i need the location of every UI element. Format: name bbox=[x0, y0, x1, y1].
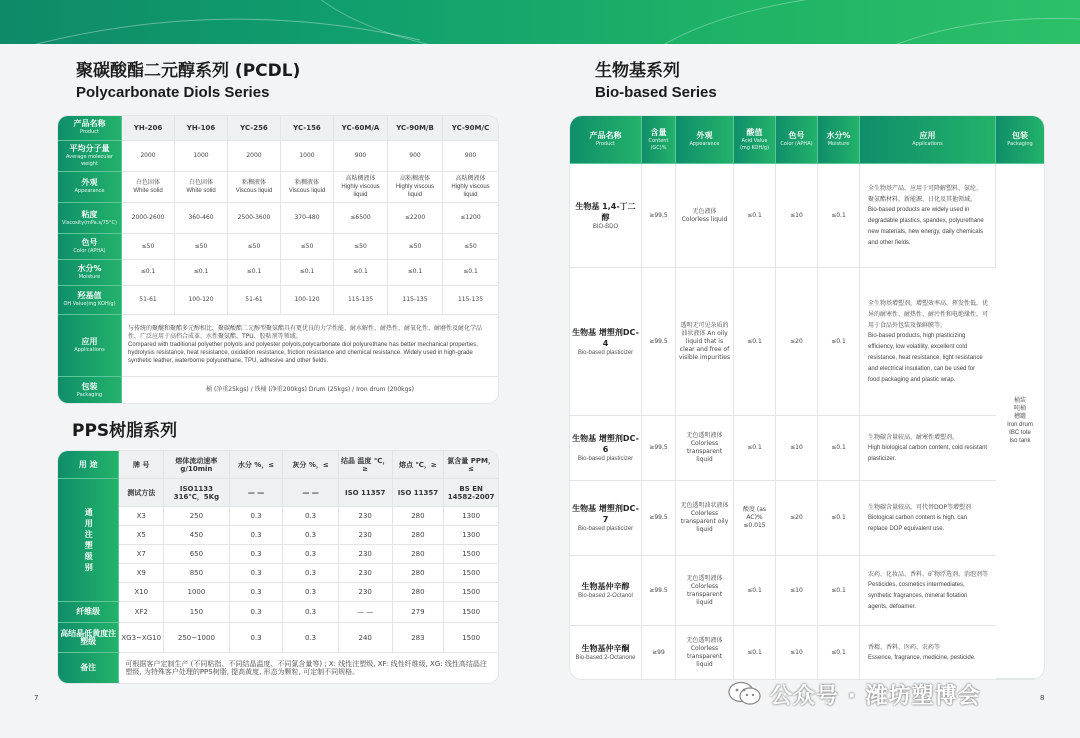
pps-note-text: 可根据客户定制生产 (不同粘指、不同结晶温度、不同氯含量等) ; X: 线性注塑级, XF: 线性纤维级, XG: 线性高结晶注塑级, 为特殊客户处理的PPS树脂, 提高黄度, 形态为颗粒, 可定制不同规格。 bbox=[125, 660, 487, 676]
bio-row bbox=[570, 268, 1044, 416]
pps-grade: XG3~XG10 bbox=[119, 623, 164, 653]
pcdl-row-label: 包装 Packaging bbox=[58, 377, 122, 403]
pcdl-cell: 1000 bbox=[175, 141, 228, 172]
pps-cell: 1500 bbox=[444, 602, 498, 623]
pcdl-row-label: 应用 Applications bbox=[58, 315, 122, 377]
pcdl-cell: 51-61 bbox=[228, 286, 281, 315]
pcdl-product-name: YC-256 bbox=[228, 116, 281, 141]
pcdl-cell: ≤50 bbox=[228, 234, 281, 260]
bio-moisture: ≤0.1 bbox=[818, 481, 860, 556]
watermark bbox=[728, 676, 1058, 712]
bio-product-name: 生物基 增塑剂DC-7 Bio-based plasticizer bbox=[570, 481, 642, 556]
bio-acid: ≤0.1 bbox=[734, 164, 776, 268]
bio-acid: 酸度 (as AC)% ≤0.015 bbox=[734, 481, 776, 556]
bio-applications: 生物碳含量较高，耐寒性增塑剂。 High biological carbon content, cold resistant plasticizer. bbox=[860, 416, 996, 481]
pps-header-cell: 牌 号 bbox=[119, 451, 164, 479]
pcdl-row-label: 外观 Appearance bbox=[58, 172, 122, 203]
pps-cell: 0.3 bbox=[230, 623, 284, 653]
pps-cell: 1300 bbox=[444, 526, 498, 545]
pps-cell: 280 bbox=[393, 564, 445, 583]
pps-grade: X9 bbox=[119, 564, 164, 583]
pps-cell: — — bbox=[339, 602, 393, 623]
pcdl-cell: 粘稠液体 Viscous liquid bbox=[281, 172, 334, 203]
pps-cell: 230 bbox=[339, 564, 393, 583]
pps-cell: 850 bbox=[164, 564, 230, 583]
pcdl-cell: ≤6500 bbox=[334, 203, 388, 234]
bio-moisture: ≤0.1 bbox=[818, 164, 860, 268]
bio-row bbox=[570, 481, 1044, 556]
pps-cell: 250 bbox=[164, 507, 230, 526]
pps-cell: 0.3 bbox=[230, 526, 284, 545]
pcdl-cell: ≤0.1 bbox=[388, 260, 443, 286]
pps-test-method-row bbox=[58, 479, 498, 507]
pps-cell: 1500 bbox=[444, 545, 498, 564]
pcdl-product-name: YC-90M/C bbox=[443, 116, 498, 141]
pps-header-cell: 灰分 %，≤ bbox=[283, 451, 339, 479]
pcdl-cell: 900 bbox=[334, 141, 388, 172]
bio-header-cell: 含量 Content (GC)% bbox=[642, 116, 676, 164]
pcdl-cell: ≤50 bbox=[122, 234, 175, 260]
pps-cell: 280 bbox=[393, 583, 445, 602]
pps-cell: 240 bbox=[339, 623, 393, 653]
bio-appearance: 无色透明液体 Colorless transparent liquid bbox=[676, 556, 734, 626]
pps-cell: 0.3 bbox=[230, 507, 284, 526]
pps-cell: 1300 bbox=[444, 507, 498, 526]
bio-acid: ≤0.1 bbox=[734, 626, 776, 679]
pps-row bbox=[58, 545, 498, 564]
pps-cell: 0.3 bbox=[230, 545, 284, 564]
pps-cell: 0.3 bbox=[230, 583, 284, 602]
pcdl-cell: ≤0.1 bbox=[443, 260, 498, 286]
pcdl-cell: ≤50 bbox=[175, 234, 228, 260]
bio-header-cell: 应用 Applications bbox=[860, 116, 996, 164]
pcdl-cell: 2500-3600 bbox=[228, 203, 281, 234]
pcdl-row-packaging bbox=[58, 377, 498, 403]
bio-table bbox=[570, 116, 1044, 679]
pps-grade: X5 bbox=[119, 526, 164, 545]
page-number-right: 8 bbox=[1040, 694, 1045, 702]
wechat-icon bbox=[728, 681, 762, 707]
pcdl-row-oh bbox=[58, 286, 498, 315]
pps-cell: ISO 11357 bbox=[339, 479, 393, 507]
pps-row bbox=[58, 564, 498, 583]
pps-cell: 1500 bbox=[444, 583, 498, 602]
bio-packaging: 桶装 吨桶 槽罐 Iron drum IBC tote Iso tank bbox=[996, 164, 1044, 679]
pcdl-cell: 360-460 bbox=[175, 203, 228, 234]
pcdl-cell: 900 bbox=[443, 141, 498, 172]
pcdl-cell: ≤0.1 bbox=[175, 260, 228, 286]
pcdl-cell: 粘稠液体 Viscous liquid bbox=[228, 172, 281, 203]
pps-header-cell: 熔点 ℃，≥ bbox=[393, 451, 445, 479]
pps-cell: — — bbox=[283, 479, 339, 507]
pcdl-cell: ≤50 bbox=[334, 234, 388, 260]
pps-fiber-row bbox=[58, 602, 498, 623]
bio-content: ≥99.5 bbox=[642, 164, 676, 268]
bio-applications: 农药、化妆品、香料、矿物浮选剂、消泡剂等 Pesticides, cosmetics intermediates, synthetic fragrances, mineral flotation agents, defoamer. bbox=[860, 556, 996, 626]
pps-cell: 230 bbox=[339, 583, 393, 602]
pcdl-cell: ≤0.1 bbox=[281, 260, 334, 286]
bio-appearance: 无色透明液体 Colorless transparent liquid bbox=[676, 626, 734, 679]
pps-cell: 1500 bbox=[444, 623, 498, 653]
pps-cell: 0.3 bbox=[283, 623, 339, 653]
pcdl-row-label: 色号 Color (APHA) bbox=[58, 234, 122, 260]
bio-applications: 香精、香料、医药、农药等 Essence, fragrance, medicine, pesticide. bbox=[868, 643, 976, 661]
bio-title-cn: 生物基系列 bbox=[595, 61, 680, 81]
pcdl-cell: ≤50 bbox=[443, 234, 498, 260]
bio-color: ≤10 bbox=[776, 416, 818, 481]
pps-grade: X7 bbox=[119, 545, 164, 564]
bio-appearance: 无色液体 Colorless liquid bbox=[676, 164, 734, 268]
bio-applications: 全生物基增塑剂，增塑效率高，挥发性低，优异的耐寒性、耐热性、耐污性和电绝缘性，可用于食品外包装及保鲜膜等。 Bio-based products, high plasticizing efficiency, low volatility, excellent cold resistance, heat resistance, light resistance and electrical insulation, can be used for food packaging and plastic wrap. bbox=[860, 268, 996, 416]
bio-content: ≥99.5 bbox=[642, 416, 676, 481]
pcdl-cell: 高粘稠液体 Highly viscous liquid bbox=[443, 172, 498, 203]
pcdl-product-name: YH-206 bbox=[122, 116, 175, 141]
pps-grade: XF2 bbox=[119, 602, 164, 623]
pps-section-title bbox=[72, 420, 177, 442]
bio-color: ≤10 bbox=[776, 164, 818, 268]
pps-cell: 230 bbox=[339, 526, 393, 545]
pcdl-cell: 900 bbox=[388, 141, 443, 172]
pps-cell: 230 bbox=[339, 545, 393, 564]
bio-section-title bbox=[595, 60, 717, 104]
bio-acid: ≤0.1 bbox=[734, 416, 776, 481]
pcdl-table bbox=[58, 116, 498, 403]
pps-cell: 0.3 bbox=[283, 564, 339, 583]
pcdl-cell: 115-135 bbox=[334, 286, 388, 315]
pps-row bbox=[58, 583, 498, 602]
pps-cell: 0.3 bbox=[230, 602, 284, 623]
top-banner bbox=[0, 0, 1080, 44]
pps-header-cell: 结晶 温度 ℃，≥ bbox=[339, 451, 393, 479]
pcdl-cell: 高粘稠液体 Highly viscous liquid bbox=[334, 172, 388, 203]
bio-content: ≥99.5 bbox=[642, 481, 676, 556]
pps-cell: 280 bbox=[393, 526, 445, 545]
pps-title: PPS树脂系列 bbox=[72, 421, 178, 441]
pps-header-cell: 氯含量 PPM，≤ bbox=[444, 451, 498, 479]
bio-moisture: ≤0.1 bbox=[818, 556, 860, 626]
bio-row bbox=[570, 626, 1044, 679]
bio-applications: 全生物基产品，应用于可降解塑料、氨纶、聚氨酯材料、新能源、日化及其他领域。 Bio-based products are widely used in degradable plastics, spandex, polyurethane new materials, new energy, daily chemicals and other fields. bbox=[860, 164, 996, 268]
pps-group-label: 通用注塑级别 bbox=[58, 479, 119, 602]
pps-header-cell: 熔体流动速率 g/10min bbox=[164, 451, 230, 479]
bio-title-en: Bio-based Series bbox=[595, 84, 717, 101]
bio-moisture: ≤0.1 bbox=[818, 416, 860, 481]
bio-header-cell: 包装 Packaging bbox=[996, 116, 1044, 164]
pps-cell: 279 bbox=[393, 602, 445, 623]
bio-row bbox=[570, 164, 1044, 268]
bio-header-cell: 色号 Color (APHA) bbox=[776, 116, 818, 164]
pps-cell: 650 bbox=[164, 545, 230, 564]
pcdl-row-viscosity bbox=[58, 203, 498, 234]
bio-header-cell: 酸值 Acid Value (mg KOH/g) bbox=[734, 116, 776, 164]
pps-grade: X10 bbox=[119, 583, 164, 602]
pcdl-cell: 370-480 bbox=[281, 203, 334, 234]
pcdl-cell: 115-135 bbox=[443, 286, 498, 315]
pps-header-cell: 用 途 bbox=[58, 451, 119, 479]
pps-note-row bbox=[58, 653, 498, 683]
pps-header-cell: 水分 %，≤ bbox=[230, 451, 284, 479]
bio-header-cell: 产品名称 Product bbox=[570, 116, 642, 164]
pcdl-cell: 白色固体 White solid bbox=[175, 172, 228, 203]
pps-cell: 280 bbox=[393, 545, 445, 564]
pcdl-product-name: YH-106 bbox=[175, 116, 228, 141]
bio-product-name: 生物基 增塑剂DC-6 Bio-based plasticizer bbox=[570, 416, 642, 481]
bio-row bbox=[570, 556, 1044, 626]
bio-moisture: ≤0.1 bbox=[818, 626, 860, 679]
bio-header-row bbox=[570, 116, 1044, 164]
pcdl-cell: 高粘稠液体 Highly viscous liquid bbox=[388, 172, 443, 203]
pcdl-cell: ≤2200 bbox=[388, 203, 443, 234]
bio-acid: ≤0.1 bbox=[734, 556, 776, 626]
pcdl-cell: 100-120 bbox=[281, 286, 334, 315]
bio-color: ≤20 bbox=[776, 268, 818, 416]
pcdl-applications-text: 与传统的聚醚和聚酯多元醇相比，聚碳酸酯二元醇型聚氨酯具有更优良的力学性能、耐水解性、耐热性、耐氧化性、耐磨性及耐化学品性，广泛应用于高档合成革、水性聚氨酯、TPU、胶粘剂等领域。 Compared with traditional polyether polyols and polyester polyols,polycarbonate diol polyurethane has better mechanical properties, hydrolysis resistance, heat resistance, oxidation resistance, friction resistance and chemical resistance. Widely used in high-grade synthetic leather, waterborne polyurethane, TPU, adhesive and other fields. bbox=[122, 315, 498, 377]
pcdl-row-appearance bbox=[58, 172, 498, 203]
pps-cell: ISO 11357 bbox=[393, 479, 445, 507]
pcdl-cell: 2000 bbox=[122, 141, 175, 172]
bio-appearance: 透明无可见杂质的油状液体 An oily liquid that is clear and free of visible impurities bbox=[676, 268, 734, 416]
pps-header-row bbox=[58, 451, 498, 479]
bio-appearance: 无色透明液体 Colorless transparent liquid bbox=[676, 416, 734, 481]
bio-moisture: ≤0.1 bbox=[818, 268, 860, 416]
pcdl-product-name: YC-60M/A bbox=[334, 116, 388, 141]
bio-row bbox=[570, 416, 1044, 481]
pcdl-cell: 白色固体 White solid bbox=[122, 172, 175, 203]
pcdl-row-label: 羟基值 OH Value(mg KOH/g) bbox=[58, 286, 122, 315]
bio-product-name: 生物基仲辛醇 Bio-based 2-Octanol bbox=[570, 556, 642, 626]
pps-cell: 0.3 bbox=[283, 583, 339, 602]
bio-content: ≥99 bbox=[642, 626, 676, 679]
pps-fiber-label: 纤维级 bbox=[58, 602, 119, 623]
pcdl-section-title bbox=[76, 60, 300, 104]
pps-table bbox=[58, 451, 498, 683]
pps-cell: 283 bbox=[393, 623, 445, 653]
bio-content: ≥99.5 bbox=[642, 268, 676, 416]
pcdl-title-cn: 聚碳酸酯二元醇系列 (PCDL) bbox=[76, 61, 301, 81]
pcdl-cell: ≤0.1 bbox=[228, 260, 281, 286]
bio-product-name: 生物基仲辛酮 Bio-based 2-Octanone bbox=[570, 626, 642, 679]
pps-cell: 250~1000 bbox=[164, 623, 230, 653]
bio-content: ≥99.5 bbox=[642, 556, 676, 626]
pps-cell: 0.3 bbox=[283, 602, 339, 623]
pps-cell: 1000 bbox=[164, 583, 230, 602]
pcdl-product-name: YC-90M/B bbox=[388, 116, 443, 141]
pps-high-label: 高结晶低黄度注塑级 bbox=[58, 623, 119, 653]
pcdl-header-row bbox=[58, 116, 498, 141]
pps-grade: X3 bbox=[119, 507, 164, 526]
pcdl-cell: 100-120 bbox=[175, 286, 228, 315]
pcdl-title-en: Polycarbonate Diols Series bbox=[76, 84, 270, 101]
pcdl-cell: ≤50 bbox=[281, 234, 334, 260]
pcdl-row-color bbox=[58, 234, 498, 260]
pcdl-cell: 1000 bbox=[281, 141, 334, 172]
page-number-left: 7 bbox=[34, 694, 39, 702]
pps-note-label: 备注 bbox=[58, 653, 119, 683]
bio-appearance: 无色透明油状液体 Colorless transparent oily liquid bbox=[676, 481, 734, 556]
pps-row bbox=[58, 526, 498, 545]
pcdl-cell: ≤50 bbox=[388, 234, 443, 260]
pps-cell: ISO1133 316℃，5Kg bbox=[164, 479, 230, 507]
bio-color: ≤10 bbox=[776, 626, 818, 679]
pcdl-row-moisture bbox=[58, 260, 498, 286]
pps-cell: BS EN 14582-2007 bbox=[444, 479, 498, 507]
pcdl-cell: ≤0.1 bbox=[122, 260, 175, 286]
pcdl-header-product: 产品名称 Product bbox=[58, 116, 122, 141]
pps-cell: 0.3 bbox=[283, 545, 339, 564]
pps-cell: 150 bbox=[164, 602, 230, 623]
pps-cell: 230 bbox=[339, 507, 393, 526]
pps-cell: — — bbox=[230, 479, 284, 507]
bio-product-name: 生物基 1,4-丁二醇 BIO-BDO bbox=[570, 164, 642, 268]
pps-cell: 0.3 bbox=[283, 507, 339, 526]
pcdl-row-label: 水分% Moisture bbox=[58, 260, 122, 286]
watermark-text: 公众号 · 潍坊塑博会 bbox=[770, 683, 981, 709]
pps-cell: 280 bbox=[393, 507, 445, 526]
bio-product-name: 生物基 增塑剂DC-4 Bio-based plasticizer bbox=[570, 268, 642, 416]
pps-high-row bbox=[58, 623, 498, 653]
pcdl-packaging-text: 桶 (净重25kgs) / 铁桶 (净重200kgs) Drum (25kgs) / Iron drum (200kgs) bbox=[206, 386, 414, 394]
pcdl-row-label: 粘度 Viscosity(mPa.s/75°C) bbox=[58, 203, 122, 234]
bio-header-cell: 外观 Appearance bbox=[676, 116, 734, 164]
pcdl-cell: ≤1200 bbox=[443, 203, 498, 234]
pcdl-cell: 2000 bbox=[228, 141, 281, 172]
pcdl-cell: ≤0.1 bbox=[334, 260, 388, 286]
pps-cell: 0.3 bbox=[283, 526, 339, 545]
pcdl-row-mw bbox=[58, 141, 498, 172]
pcdl-cell: 2000-2600 bbox=[122, 203, 175, 234]
pps-cell: 0.3 bbox=[230, 564, 284, 583]
pps-row bbox=[58, 507, 498, 526]
pps-cell: 1500 bbox=[444, 564, 498, 583]
pcdl-row-applications bbox=[58, 315, 498, 377]
bio-header-cell: 水分% Moisture bbox=[818, 116, 860, 164]
bio-acid: ≤0.1 bbox=[734, 268, 776, 416]
bio-color: ≤10 bbox=[776, 556, 818, 626]
bio-applications: 生物碳含量较高，可代替DOP等增塑剂 Biological carbon content is high, can replace DOP equivalent use. bbox=[860, 481, 996, 556]
pcdl-row-label: 平均分子量 Average molecular weight bbox=[58, 141, 122, 172]
pcdl-cell: 115-135 bbox=[388, 286, 443, 315]
bio-color: ≤20 bbox=[776, 481, 818, 556]
pcdl-cell: 51-61 bbox=[122, 286, 175, 315]
banner-decoration bbox=[0, 0, 1080, 44]
pps-test-method-label: 测试方法 bbox=[119, 479, 164, 507]
pps-cell: 450 bbox=[164, 526, 230, 545]
pcdl-product-name: YC-156 bbox=[281, 116, 334, 141]
